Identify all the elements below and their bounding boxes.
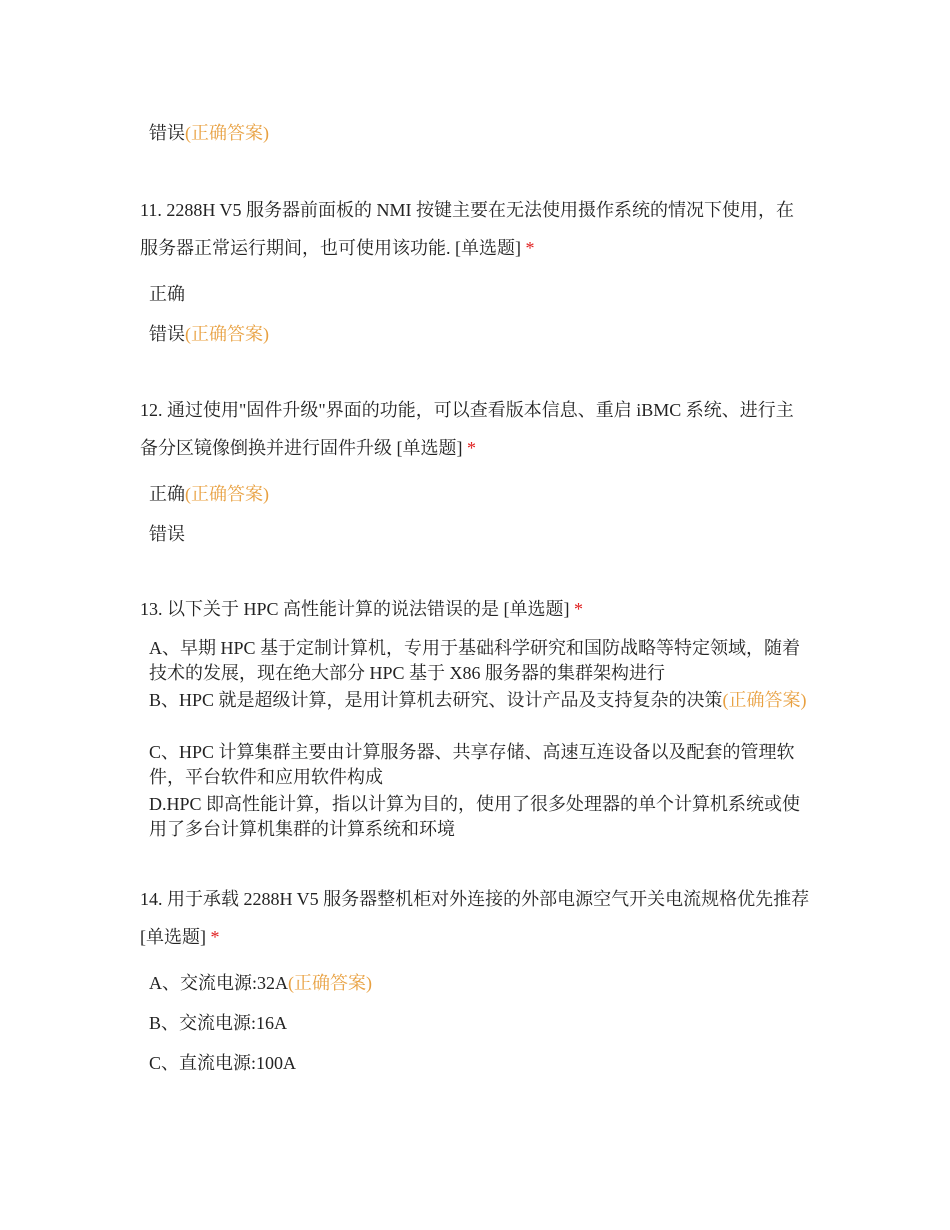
required-mark: *	[467, 438, 476, 458]
option-label: B、交流电源:16A	[149, 1013, 288, 1033]
question-text: 11. 2288H V5 服务器前面板的 NMI 按键主要在无法使用摄作系统的情况下使用，在服务器正常运行期间，也可使用该功能. [单选题]	[140, 200, 794, 258]
option-label: C、直流电源:100A	[149, 1053, 297, 1073]
question-12	[140, 391, 810, 467]
q12-option-correct[interactable]	[149, 483, 269, 505]
q13-option-c[interactable]	[149, 740, 809, 790]
correct-answer-mark: (正确答案)	[288, 973, 372, 993]
correct-answer-mark: (正确答案)	[722, 690, 807, 710]
option-label: B、HPC 就是超级计算，是用计算机去研究、设计产品及支持复杂的决策	[149, 690, 723, 710]
correct-answer-mark: (正确答案)	[185, 123, 269, 143]
required-mark: *	[574, 599, 584, 619]
option-label: 正确	[149, 484, 185, 504]
q13-option-d[interactable]	[149, 792, 809, 842]
question-text: 14. 用于承载 2288H V5 服务器整机柜对外连接的外部电源空气开关电流规格优先推荐 [单选题]	[140, 889, 810, 947]
required-mark: *	[210, 927, 220, 947]
option-label: C、HPC 计算集群主要由计算服务器、共享存储、高速互连设备以及配套的管理软件，平台软件和应用软件构成	[149, 742, 795, 787]
option-label: 正确	[149, 284, 185, 304]
q14-option-b[interactable]	[149, 1012, 287, 1034]
correct-answer-mark: (正确答案)	[185, 324, 269, 344]
q11-option-wrong[interactable]	[149, 323, 269, 345]
option-label: 错误	[149, 123, 185, 143]
q13-option-b[interactable]	[149, 688, 809, 713]
question-14	[140, 880, 810, 956]
correct-answer-mark: (正确答案)	[185, 484, 269, 504]
question-text: 13. 以下关于 HPC 高性能计算的说法错误的是 [单选题]	[140, 599, 570, 619]
option-label: 错误	[149, 324, 185, 344]
q14-option-a[interactable]	[149, 972, 372, 994]
option-label: A、交流电源:32A	[149, 973, 288, 993]
q11-option-correct[interactable]	[149, 283, 185, 305]
required-mark: *	[525, 238, 535, 258]
question-13	[140, 590, 810, 628]
q14-option-c[interactable]	[149, 1052, 296, 1074]
q13-option-a[interactable]	[149, 636, 809, 686]
question-11	[140, 191, 810, 267]
option-label: A、早期 HPC 基于定制计算机，专用于基础科学研究和国防战略等特定领域，随着技术的发展，现在绝大部分 HPC 基于 X86 服务器的集群架构进行	[149, 638, 801, 683]
q12-option-wrong[interactable]	[149, 523, 185, 545]
option-label: D.HPC 即高性能计算，指以计算为目的，使用了很多处理器的单个计算机系统或使用了多台计算机集群的计算系统和环境	[149, 794, 801, 839]
question-text: 12. 通过使用"固件升级"界面的功能，可以查看版本信息、重启 iBMC 系统、进行主备分区镜像倒换并进行固件升级 [单选题]	[140, 400, 794, 458]
option-label: 错误	[149, 524, 185, 544]
prev-option-wrong[interactable]	[149, 122, 269, 144]
